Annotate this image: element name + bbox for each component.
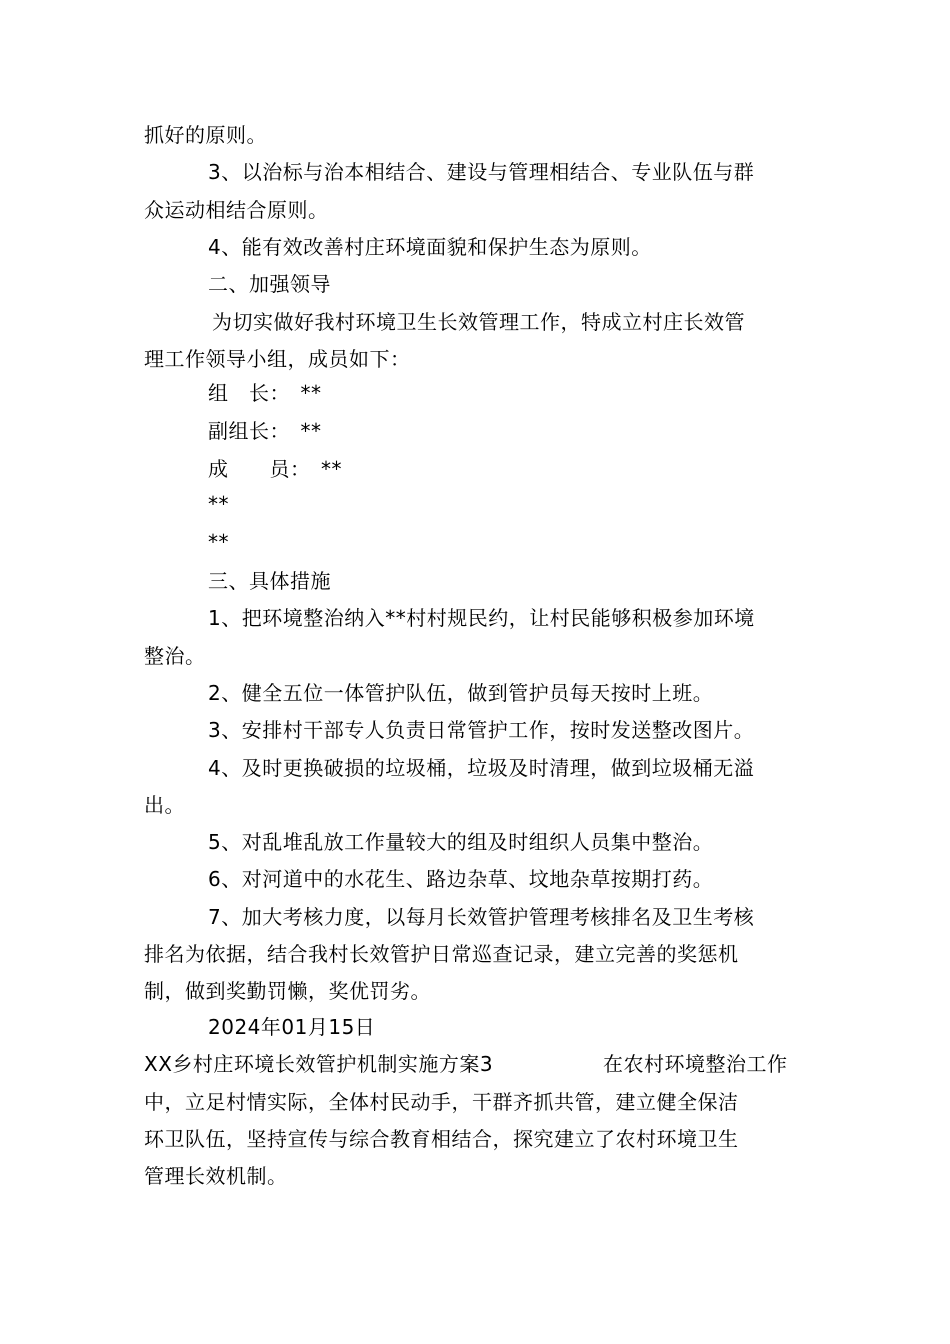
paragraph-line: 5、对乱堆乱放工作量较大的组及时组织人员集中整治。 xyxy=(208,830,714,854)
members-line: 成 员： ** xyxy=(208,457,342,481)
paragraph-line: 4、能有效改善村庄环境面貌和保护生态为原则。 xyxy=(208,235,652,259)
paragraph-line: 环卫队伍，坚持宣传与综合教育相结合，探究建立了农村环境卫生 xyxy=(144,1127,739,1151)
paragraph-line: 抓好的原则。 xyxy=(144,123,267,147)
member-entry: ** xyxy=(208,530,229,554)
paragraph-line: 制，做到奖勤罚懒，奖优罚劣。 xyxy=(144,979,431,1003)
document-date: 2024年01月15日 xyxy=(208,1015,376,1039)
paragraph-line: 管理长效机制。 xyxy=(144,1164,288,1188)
paragraph-line: 排名为依据，结合我村长效管护日常巡查记录，建立完善的奖惩机 xyxy=(144,942,739,966)
paragraph-line: 3、以治标与治本相结合、建设与管理相结合、专业队伍与群 xyxy=(208,160,755,184)
group-leader-line: 组 长： ** xyxy=(208,381,322,405)
section-title: XX乡村庄环境长效管护机制实施方案3 xyxy=(144,1052,494,1076)
paragraph-line: 在农村环境整治工作 xyxy=(603,1052,788,1076)
paragraph-line: 整治。 xyxy=(144,644,206,668)
paragraph-line: 4、及时更换破损的垃圾桶，垃圾及时清理，做到垃圾桶无溢 xyxy=(208,756,755,780)
paragraph-line: 理工作领导小组，成员如下： xyxy=(144,347,411,371)
paragraph-line: 众运动相结合原则。 xyxy=(144,198,329,222)
paragraph-line: 1、把环境整治纳入**村村规民约，让村民能够积极参加环境 xyxy=(208,606,755,630)
paragraph-line: 3、安排村干部专人负责日常管护工作，按时发送整改图片。 xyxy=(208,718,755,742)
paragraph-line: 7、加大考核力度，以每月长效管护管理考核排名及卫生考核 xyxy=(208,905,755,929)
deputy-leader-line: 副组长： ** xyxy=(208,419,322,443)
paragraph-line: 6、对河道中的水花生、路边杂草、坟地杂草按期打药。 xyxy=(208,867,714,891)
paragraph-line: 2、健全五位一体管护队伍，做到管护员每天按时上班。 xyxy=(208,681,714,705)
section-heading: 二、加强领导 xyxy=(208,272,331,296)
paragraph-line: 出。 xyxy=(144,793,185,817)
section-heading: 三、具体措施 xyxy=(208,569,331,593)
member-entry: ** xyxy=(208,492,229,516)
paragraph-line: 为切实做好我村环境卫生长效管理工作，特成立村庄长效管 xyxy=(212,310,745,334)
paragraph-line: 中，立足村情实际，全体村民动手，干群齐抓共管，建立健全保洁 xyxy=(144,1090,739,1114)
